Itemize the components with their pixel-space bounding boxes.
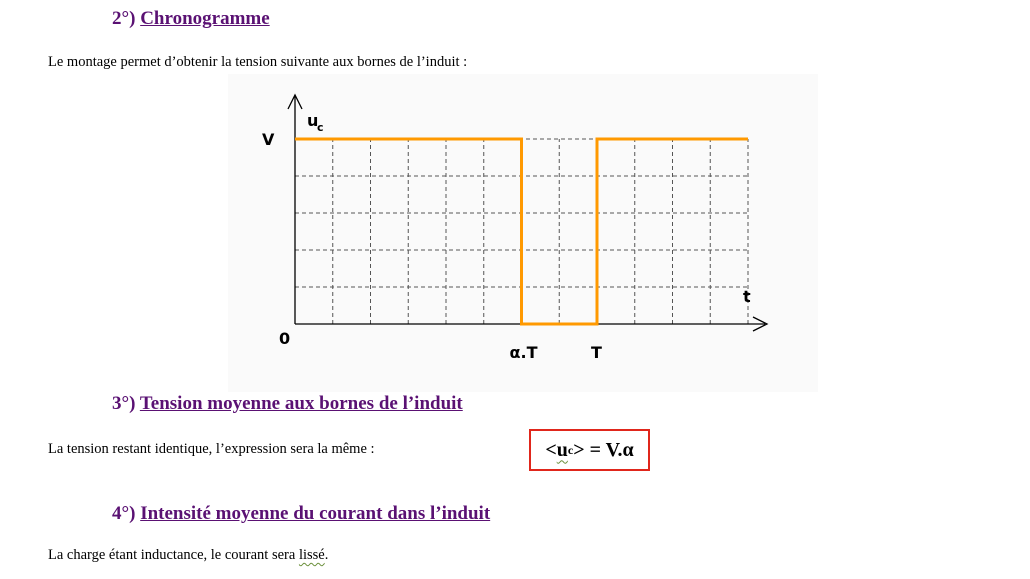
formula-box — [529, 429, 650, 471]
section-3-heading — [112, 393, 463, 415]
section-2-number: 2°) — [112, 8, 136, 29]
charge-text: La charge étant inductance, le courant sera — [48, 547, 299, 563]
y-axis-label: u — [307, 111, 319, 130]
section-2-heading — [112, 8, 270, 30]
chronogram-figure — [228, 74, 818, 392]
charge-paragraph — [48, 547, 328, 564]
section-2-title: Chronogramme — [140, 8, 270, 29]
formula-rhs: = V.α — [584, 438, 634, 461]
charge-word-lisse: lissé — [298, 547, 325, 563]
formula-sub: c — [567, 442, 574, 457]
tension-paragraph: La tension restant identique, l’expression sera la même : — [48, 441, 375, 457]
section-3-number: 3°) — [112, 393, 136, 414]
section-4-title: Intensité moyenne du courant dans l’induit — [140, 503, 491, 524]
charge-text-end: . — [324, 547, 329, 563]
formula-lhs-close: > — [573, 438, 585, 461]
y-axis-label-sub: c — [317, 121, 324, 134]
section-4-heading — [112, 503, 490, 525]
origin-label: 0 — [279, 329, 291, 348]
formula-lhs-open: < — [545, 438, 557, 461]
y-tick-label-v: V — [262, 130, 275, 149]
signal-line — [295, 139, 748, 324]
x-tick-label-t: T — [591, 343, 602, 362]
intro-paragraph: Le montage permet d’obtenir la tension suivante aux bornes de l’induit : — [48, 54, 468, 70]
x-axis-label: t — [743, 287, 751, 306]
section-4-number: 4°) — [112, 503, 136, 524]
chronogram-chart — [228, 74, 818, 392]
formula-var: u — [556, 438, 568, 461]
section-3-title: Tension moyenne aux bornes de l’induit — [139, 393, 463, 414]
x-tick-label-alpha-t: α.T — [509, 343, 538, 362]
